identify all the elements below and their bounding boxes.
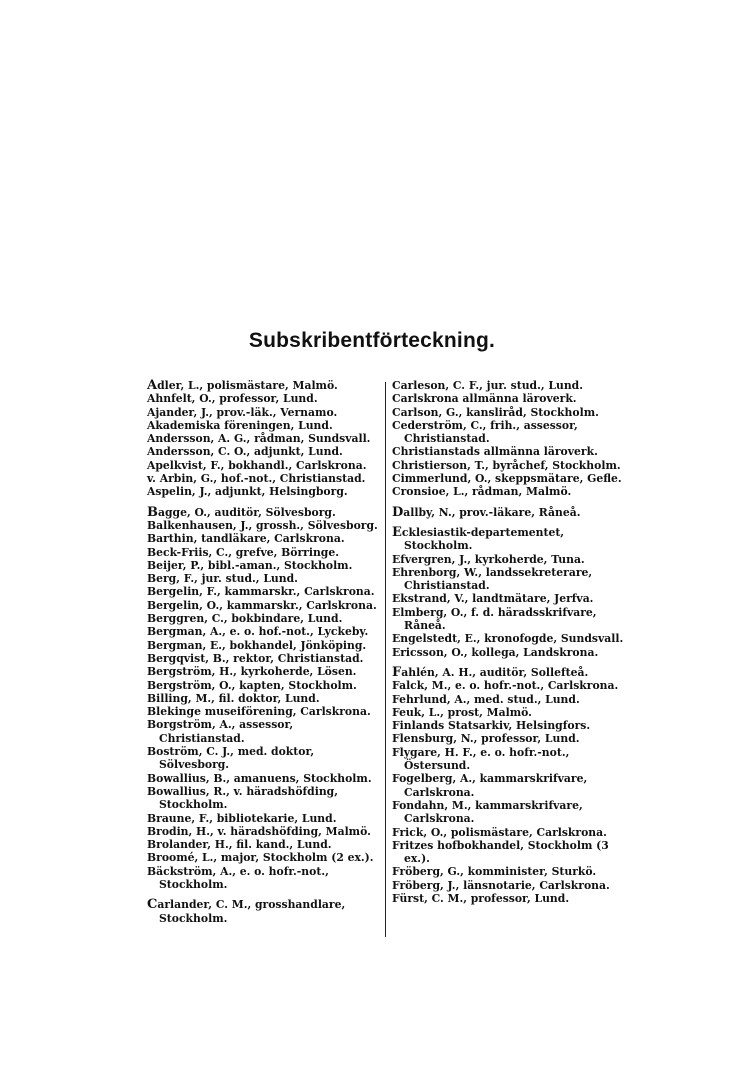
subscriber-entry (147, 705, 380, 718)
subscriber-entry (147, 519, 380, 532)
entry-text: Bergman, A., e. o. hof.-not., Lyckeby. (147, 625, 369, 639)
subscriber-entry (392, 646, 625, 659)
subscriber-entry (392, 485, 625, 498)
subscriber-entry (392, 746, 625, 773)
entry-initial: C (147, 897, 158, 913)
subscriber-entry (147, 639, 380, 652)
entry-text: Fürst, C. M., professor, Lund. (392, 891, 570, 905)
subscriber-entry (147, 851, 380, 864)
entry-text: Cronsioe, L., rådman, Malmö. (392, 485, 572, 499)
subscriber-entry (147, 745, 380, 772)
subscriber-entry (392, 732, 625, 745)
entry-text: Efvergren, J., kyrkoherde, Tuna. (392, 552, 585, 566)
entry-text: Feuk, L., prost, Malmö. (392, 705, 532, 719)
subscriber-entry (147, 432, 380, 445)
entry-text: Broomé, L., major, Stockholm (2 ex.). (147, 851, 374, 865)
subscriber-entry (147, 679, 380, 692)
entry-text: Braune, F., bibliotekarie, Lund. (147, 811, 337, 825)
subscriber-entry (392, 406, 625, 419)
entry-text: Carleson, C. F., jur. stud., Lund. (392, 379, 583, 392)
entry-text: Brodin, H., v. häradshöfding, Malmö. (147, 824, 371, 838)
entry-text: Fondahn, M., kammarskrifvare, Carlskrona. (392, 798, 583, 826)
subscriber-entry (147, 472, 380, 485)
subscriber-entry (147, 459, 380, 472)
subscriber-entry (147, 392, 380, 405)
right-column (392, 379, 625, 905)
entry-initial: D (392, 504, 404, 520)
entry-text: Apelkvist, F., bokhandl., Carlskrona. (147, 458, 367, 472)
entry-text: Barthin, tandläkare, Carlskrona. (147, 532, 345, 546)
entry-text: arlander, C. M., grosshandlare, Stockholm. (157, 898, 346, 925)
subscriber-entry (392, 839, 625, 866)
entry-text: Borgström, A., assessor, Christianstad. (147, 718, 294, 745)
entry-text: Engelstedt, E., kronofogde, Sundsvall. (392, 632, 624, 646)
entry-text: Finlands Statsarkiv, Helsingfors. (392, 719, 591, 733)
entry-text: Fogelberg, A., kammarskrifvare, Carlskrona. (392, 772, 588, 799)
subscriber-entry (147, 572, 380, 585)
subscriber-entry (147, 506, 380, 519)
subscriber-entry (147, 865, 380, 892)
subscriber-entry (392, 632, 625, 645)
entry-text: Cimmerlund, O., skeppsmätare, Gefle. (392, 472, 622, 486)
group-gap (392, 499, 625, 506)
subscriber-entry (147, 898, 380, 925)
entry-text: Ericsson, O., kollega, Landskrona. (392, 645, 599, 659)
group-gap (147, 499, 380, 506)
entry-text: Christianstads allmänna läroverk. (392, 445, 598, 459)
subscriber-entry (392, 592, 625, 605)
entry-text: Balkenhausen, J., grossh., Sölvesborg. (147, 518, 378, 532)
subscriber-entry (392, 772, 625, 799)
subscriber-entry (147, 625, 380, 638)
subscriber-entry (147, 692, 380, 705)
entry-text: Boström, C. J., med. doktor, Sölvesborg. (147, 745, 315, 772)
entry-text: cklesiastik-departementet, Stockholm. (401, 525, 565, 553)
entry-initial: E (392, 524, 402, 540)
entry-text: Andersson, A. G., rådman, Sundsvall. (147, 432, 371, 446)
subscriber-entry (392, 553, 625, 566)
subscriber-entry (392, 506, 625, 519)
entry-text: Bergström, O., kapten, Stockholm. (147, 678, 357, 692)
entry-text: Bäckström, A., e. o. hofr.-not., Stockholm. (147, 864, 329, 891)
entry-text: Flensburg, N., professor, Lund. (392, 732, 580, 746)
subscriber-entry (147, 785, 380, 812)
entry-text: Bowallius, R., v. häradshöfding, Stockholm. (147, 784, 338, 812)
subscriber-entry (392, 459, 625, 472)
subscriber-entry (147, 419, 380, 432)
subscriber-entry (392, 419, 625, 446)
entry-text: agge, O., auditör, Sölvesborg. (158, 505, 336, 519)
entry-text: dler, L., polismästare, Malmö. (157, 379, 338, 392)
entry-text: Christierson, T., byråchef, Stockholm. (392, 458, 621, 472)
entry-text: Cederström, C., frih., assessor, Christianstad. (392, 418, 578, 446)
subscriber-entry (147, 546, 380, 559)
subscriber-entry (392, 666, 625, 679)
subscriber-entry (392, 472, 625, 485)
subscriber-entry (147, 812, 380, 825)
subscriber-entry (147, 772, 380, 785)
subscriber-entry (392, 693, 625, 706)
entry-initial: A (147, 378, 158, 393)
entry-text: Elmberg, O., f. d. häradsskrifvare, Råneå. (392, 605, 597, 633)
subscriber-entry (392, 826, 625, 839)
entry-text: Berg, F., jur. stud., Lund. (147, 572, 298, 586)
entry-text: Bergman, E., bokhandel, Jönköping. (147, 638, 367, 652)
page-title: Subskribentförteckning. (248, 329, 496, 352)
entry-text: Andersson, C. O., adjunkt, Lund. (147, 445, 343, 459)
subscriber-entry (147, 445, 380, 458)
entry-text: Ahnfelt, O., professor, Lund. (147, 392, 318, 406)
subscriber-entry (392, 526, 625, 553)
entry-text: Fröberg, G., komminister, Sturkö. (392, 865, 597, 879)
subscriber-entry (392, 679, 625, 692)
entry-text: Bowallius, B., amanuens, Stockholm. (147, 771, 372, 785)
subscriber-entry (392, 606, 625, 633)
subscriber-entry (147, 485, 380, 498)
group-gap (392, 659, 625, 666)
entry-text: Frick, O., polismästare, Carlskrona. (392, 825, 607, 839)
entry-text: Aspelin, J., adjunkt, Helsingborg. (147, 485, 348, 499)
entry-text: ahlén, A. H., auditör, Sollefteå. (401, 665, 589, 679)
subscriber-entry (147, 665, 380, 678)
subscriber-entry (392, 892, 625, 905)
entry-text: Bergelin, F., kammarskr., Carlskrona. (147, 585, 375, 599)
entry-text: Ehrenborg, W., landssekreterare, Christianstad. (392, 565, 593, 593)
subscriber-entry (147, 559, 380, 572)
subscriber-entry (147, 406, 380, 419)
subscriber-entry (392, 566, 625, 593)
entry-text: Brolander, H., fil. kand., Lund. (147, 838, 332, 852)
subscriber-entry (392, 879, 625, 892)
subscriber-entry (392, 865, 625, 878)
entry-text: Ajander, J., prov.-läk., Vernamo. (147, 405, 338, 419)
subscriber-entry (392, 379, 625, 392)
entry-text: Ekstrand, V., landtmätare, Jerfva. (392, 592, 594, 606)
entry-text: Berggren, C., bokbindare, Lund. (147, 612, 343, 626)
entry-text: Fritzes hofbokhandel, Stockholm (3 ex.). (392, 838, 609, 866)
subscriber-entry (147, 379, 380, 392)
subscriber-entry (147, 825, 380, 838)
entry-text: Blekinge museiförening, Carlskrona. (147, 705, 371, 719)
subscriber-entry (147, 718, 380, 745)
entry-text: Carlskrona allmänna läroverk. (392, 392, 577, 406)
entry-initial: B (147, 504, 158, 520)
entry-text: v. Arbin, G., hof.-not., Christianstad. (147, 472, 366, 486)
entry-text: Flygare, H. F., e. o. hofr.-not., Östersund. (392, 745, 570, 773)
entry-text: Beijer, P., bibl.-aman., Stockholm. (147, 558, 353, 572)
entry-text: Beck-Friis, C., grefve, Börringe. (147, 545, 339, 559)
entry-text: Falck, M., e. o. hofr.-not., Carlskrona. (392, 679, 619, 693)
group-gap (392, 519, 625, 526)
entry-text: Bergelin, O., kammarskr., Carlskrona. (147, 598, 377, 612)
subscriber-entry (392, 719, 625, 732)
subscriber-entry (147, 612, 380, 625)
subscriber-entry (147, 599, 380, 612)
subscriber-entry (147, 838, 380, 851)
entry-text: allby, N., prov.-läkare, Råneå. (403, 505, 581, 519)
entry-text: Akademiska föreningen, Lund. (147, 418, 333, 432)
entry-text: Billing, M., fil. doktor, Lund. (147, 691, 320, 705)
subscriber-entry (392, 706, 625, 719)
column-divider (385, 382, 386, 937)
subscriber-entry (392, 799, 625, 826)
subscriber-entry (147, 652, 380, 665)
subscriber-entry (147, 585, 380, 598)
entry-text: Fehrlund, A., med. stud., Lund. (392, 692, 580, 706)
entry-initial: F (392, 664, 402, 680)
entry-text: Bergström, H., kyrkoherde, Lösen. (147, 665, 357, 679)
left-column (147, 379, 380, 925)
subscriber-entry (392, 392, 625, 405)
entry-text: Fröberg, J., länsnotarie, Carlskrona. (392, 878, 610, 892)
subscriber-entry (392, 445, 625, 458)
subscriber-entry (147, 532, 380, 545)
entry-text: Carlson, G., kansliråd, Stockholm. (392, 405, 599, 419)
entry-text: Bergqvist, B., rektor, Christianstad. (147, 651, 364, 665)
